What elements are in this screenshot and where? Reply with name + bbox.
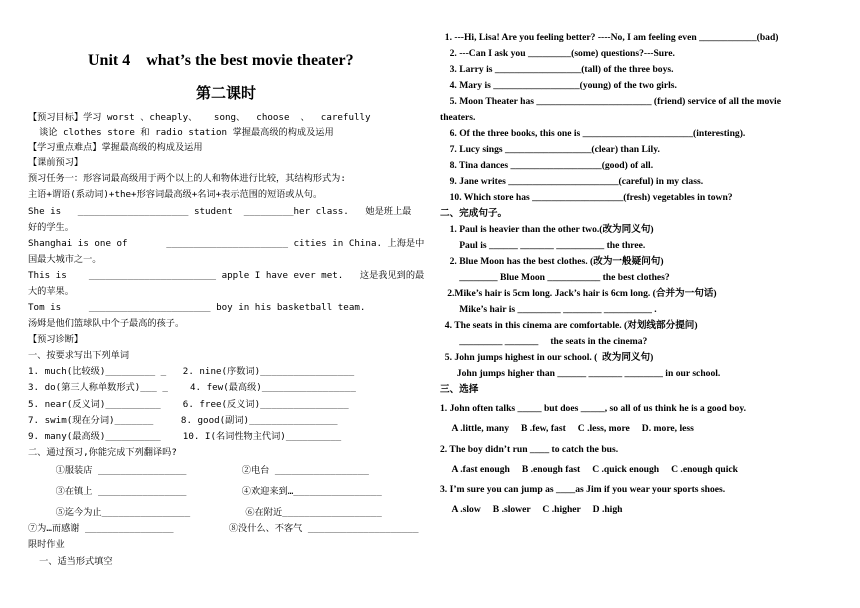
left-line: 限时作业 bbox=[28, 539, 65, 550]
right-line: _________ _______ the seats in the cinema? bbox=[440, 336, 648, 347]
right-line: 5. Moon Theater has ________________________ (friend) service of all the movie bbox=[440, 96, 781, 107]
left-line: 国最大城市之一。 bbox=[28, 254, 102, 265]
left-line: Shanghai is one of ______________________ cities in China. 上海是中 bbox=[28, 238, 425, 249]
left-line: 汤姆是他们篮球队中个子最高的孩子。 bbox=[28, 318, 185, 329]
right-line: 4. The seats in this cinema are comfortable. (对划线部分提问) bbox=[440, 320, 698, 331]
right-line: 3. Larry is __________________(tall) of the three boys. bbox=[440, 64, 674, 75]
left-line: 一、按要求写出下列单词 bbox=[28, 350, 130, 361]
lesson-subtitle: 第二课时 bbox=[196, 84, 257, 102]
right-line: Paul is ______ _______ __________ the three. bbox=[440, 240, 646, 251]
left-line: 【学习重点难点】掌握最高级的构成及运用 bbox=[28, 142, 203, 153]
left-line: 【预习诊断】 bbox=[28, 334, 84, 345]
left-line: 二、通过预习,你能完成下列翻译吗? bbox=[28, 447, 177, 458]
right-line: 二、完成句子。 bbox=[440, 208, 508, 219]
left-line: Tom is ______________________ boy in his basketball team. bbox=[28, 302, 366, 313]
right-line: 4. Mary is __________________(young) of the two girls. bbox=[440, 80, 677, 91]
left-line: She is ____________________ student _________her class. 她是班上最 bbox=[28, 206, 412, 217]
right-line: ________ Blue Moon ___________ the best clothes? bbox=[440, 272, 670, 283]
right-line: 1. ---Hi, Lisa! Are you feeling better? ----No, I am feeling even ____________(bad) bbox=[440, 32, 779, 43]
right-line: 三、选择 bbox=[440, 384, 479, 395]
right-line: John jumps higher than ______ _______ ________ in our school. bbox=[440, 368, 721, 379]
left-line: 3. do(第三人称单数形式)___ _ 4. few(最高级)_________________ bbox=[28, 382, 356, 393]
right-line: 1. John often talks _____ but does _____, so all of us think he is a good boy. bbox=[440, 403, 746, 414]
left-line: 9. many(最高级)__________ 10. I(名词性物主代词)__________ bbox=[28, 431, 342, 442]
right-line: A .little, many B .few, fast C .less, more D. more, less bbox=[440, 423, 694, 434]
right-line: 9. Jane writes _______________________(careful) in my class. bbox=[440, 176, 704, 187]
right-line: 7. Lucy sings __________________(clear) than Lily. bbox=[440, 144, 660, 155]
left-line: 谈论 clothes store 和 radio station 掌握最高级的构成及运用 bbox=[28, 127, 334, 138]
right-line: 3. I’m sure you can jump as ____as Jim if you wear your sports shoes. bbox=[440, 484, 726, 495]
left-line: 1. much(比较级)_________ _ 2. nine(序数词)_________________ bbox=[28, 366, 355, 377]
left-line: ③在镇上 ________________ ④欢迎来到…________________ bbox=[28, 486, 382, 497]
left-line: 预习任务一：形容词最高级用于两个以上的人和物体进行比较，其结构形式为: bbox=[28, 173, 346, 184]
right-line: 10. Which store has ___________________(fresh) vegetables in town? bbox=[440, 192, 733, 203]
left-line: 一、适当形式填空 bbox=[28, 556, 113, 567]
left-line: 好的学生。 bbox=[28, 222, 74, 233]
left-line: ⑦为…而感谢 ________________ ⑧没什么、不客气 ____________________ bbox=[28, 523, 419, 534]
right-line: 2.Mike’s hair is 5cm long. Jack’s hair is 6cm long. (合并为一句话) bbox=[440, 288, 717, 299]
left-line: 7. swim(现在分词)_______ 8. good(副词)________________ bbox=[28, 415, 338, 426]
right-line: Mike’s hair is _________ ________ __________ . bbox=[440, 304, 657, 315]
right-line: 5. John jumps highest in our school. ( 改为同义句) bbox=[440, 352, 654, 363]
left-line: 【预习目标】学习 worst 、cheaply、 song、 choose 、 carefully bbox=[28, 112, 371, 123]
right-line: 2. The boy didn’t run ____ to catch the bus. bbox=[440, 444, 619, 455]
right-line: A .slow B .slower C .higher D .high bbox=[440, 504, 623, 515]
left-line: 主语+谓语(系动词)+the+形容词最高级+名词+表示范围的短语或从句。 bbox=[28, 189, 323, 200]
left-line: ①服装店 ________________ ②电台 _________________ bbox=[28, 465, 369, 476]
right-line: 8. Tina dances ___________________(good) of all. bbox=[440, 160, 654, 171]
right-line: A .fast enough B .enough fast C .quick enough C .enough quick bbox=[440, 464, 739, 475]
right-line: theaters. bbox=[440, 112, 476, 123]
page-title: Unit 4 what’s the best movie theater? bbox=[88, 52, 354, 69]
left-line: 【课前预习】 bbox=[28, 157, 84, 168]
right-line: 2. Blue Moon has the best clothes. (改为一般疑问句) bbox=[440, 256, 664, 267]
right-line: 6. Of the three books, this one is _______________________(interesting). bbox=[440, 128, 746, 139]
left-line: 5. near(反义词)__________ 6. free(反义词)________________ bbox=[28, 399, 349, 410]
right-line: 1. Paul is heavier than the other two.(改为同义句) bbox=[440, 224, 654, 235]
left-line: ⑤迄今为止________________ ⑥在附近__________________ bbox=[28, 507, 382, 518]
left-line: This is _______________________ apple I have ever met. 这是我见到的最 bbox=[28, 270, 425, 281]
left-line: 大的苹果。 bbox=[28, 286, 74, 297]
right-line: 2. ---Can I ask you _________(some) questions?---Sure. bbox=[440, 48, 675, 59]
